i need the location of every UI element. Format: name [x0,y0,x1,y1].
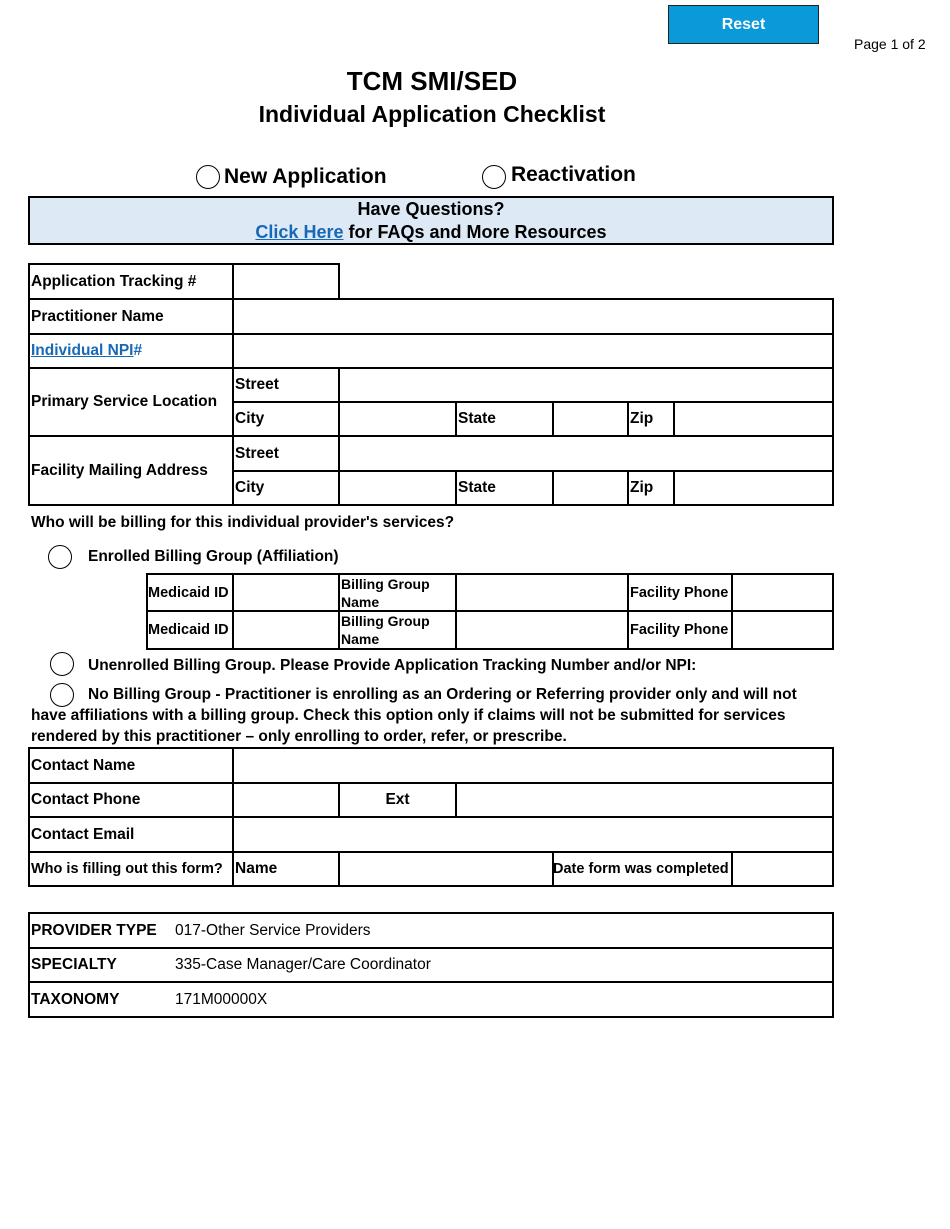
page-subtitle: Individual Application Checklist [258,101,606,127]
specialty-row [28,947,834,983]
facility-phone-label: Facility Phone [630,584,729,601]
ext-label: Ext [385,791,410,808]
facility-phone-input[interactable] [731,610,834,650]
taxonomy-row [28,981,834,1018]
enrolled-billing-label: Enrolled Billing Group (Affiliation) [88,548,339,565]
mailing-zip-input[interactable] [673,470,834,506]
primary-zip-label: Zip [630,410,654,427]
billing-group-name-label: Billing Group Name [341,613,430,647]
filler-name-label: Name [235,860,278,877]
unenrolled-billing-radio[interactable] [50,652,74,676]
no-billing-group-line1: No Billing Group - Practitioner is enrolling as an Ordering or Referring provider only and will not [88,686,797,703]
billing-question: Who will be billing for this individual provider's services? [31,514,455,531]
faq-link[interactable]: Click Here [255,222,344,242]
new-application-label: New Application [224,165,387,188]
contact-email-input[interactable] [232,816,834,853]
specialty-label: SPECIALTY [31,956,117,973]
date-input[interactable] [731,851,834,887]
page-indicator: Page 1 of 2 [854,36,926,52]
npi-link[interactable]: Individual NPI [31,342,134,359]
primary-state-input[interactable] [552,401,629,437]
mailing-city-input[interactable] [338,470,457,506]
mailing-state-input[interactable] [552,470,629,506]
reactivation-radio[interactable] [482,165,506,189]
tracking-number-input[interactable] [232,263,340,300]
specialty-value: 335-Case Manager/Care Coordinator [175,956,431,973]
faq-link-rest: for FAQs and More Resources [343,222,607,242]
npi-label [28,333,142,369]
no-billing-group-line2: have affiliations with a billing group. Check this option only if claims will not be submitted for services [31,707,786,724]
medicaid-id-label: Medicaid ID [148,622,229,638]
ext-input[interactable] [455,782,834,818]
taxonomy-value: 171M00000X [175,990,268,1008]
npi-suffix: # [133,342,143,359]
primary-location-label: Primary Service Location [31,393,218,410]
page-title: TCM SMI/SED [346,66,518,96]
primary-zip-input[interactable] [673,401,834,437]
reactivation-label: Reactivation [511,163,636,186]
billing-group-name-label: Billing Group Name [341,575,430,610]
mailing-state-label: State [458,479,496,496]
contact-name-label: Contact Name [31,756,136,774]
filler-name-input[interactable] [338,851,554,887]
faq-line [30,221,832,244]
medicaid-id-label: Medicaid ID [148,584,229,601]
no-billing-group-line3: rendered by this practitioner – only enrolling to order, refer, or prescribe. [31,728,567,745]
primary-street-input[interactable] [338,367,834,403]
contact-phone-input[interactable] [232,782,340,818]
primary-state-label: State [458,410,496,427]
primary-street-label: Street [235,376,279,393]
reset-button[interactable]: Reset [668,5,819,44]
enrolled-billing-radio[interactable] [48,545,72,569]
date-label: Date form was completed [553,861,729,877]
provider-type-value: 017-Other Service Providers [175,921,371,939]
facility-phone-label: Facility Phone [630,622,729,638]
unenrolled-billing-label: Unenrolled Billing Group. Please Provide Application Tracking Number and/or NPI: [88,657,697,674]
taxonomy-label: TAXONOMY [31,990,120,1008]
mailing-address-label: Facility Mailing Address [31,461,208,479]
practitioner-name-input[interactable] [232,298,834,335]
medicaid-id-input[interactable] [232,610,340,650]
billing-group-name-input[interactable] [455,610,629,650]
filler-label: Who is filling out this form? [31,861,223,877]
tracking-label: Application Tracking # [31,272,197,290]
primary-city-label: City [235,410,265,427]
contact-phone-label: Contact Phone [31,791,141,808]
questions-banner [28,196,834,245]
mailing-zip-label: Zip [630,479,654,496]
mailing-city-label: City [235,479,265,496]
npi-input[interactable] [232,333,834,369]
facility-phone-input[interactable] [731,573,834,612]
no-billing-group-radio[interactable] [50,683,74,707]
medicaid-id-input[interactable] [232,573,340,612]
provider-type-label: PROVIDER TYPE [31,921,157,939]
billing-group-name-input[interactable] [455,573,629,612]
new-application-radio[interactable] [196,165,220,189]
questions-heading: Have Questions? [357,199,505,219]
contact-name-input[interactable] [232,747,834,784]
mailing-street-input[interactable] [338,435,834,472]
primary-city-input[interactable] [338,401,457,437]
contact-email-label: Contact Email [31,825,135,843]
practitioner-name-label: Practitioner Name [31,307,164,325]
mailing-street-label: Street [235,444,279,462]
